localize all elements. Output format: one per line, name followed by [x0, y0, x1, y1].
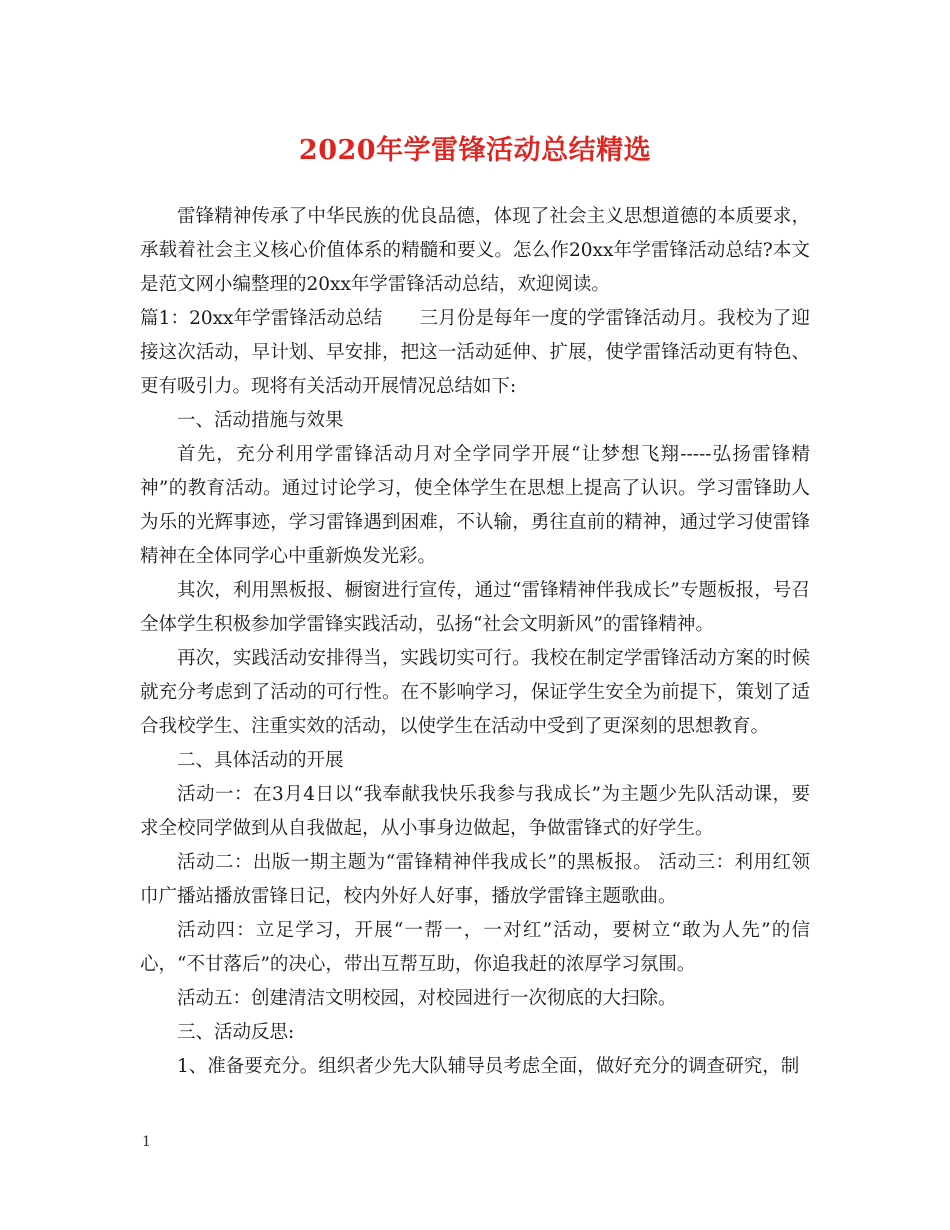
- section-heading-measures: 一、活动措施与效果: [177, 410, 344, 431]
- paragraph-second: 其次，利用黑板报、橱窗进行宣传，通过“雷锋精神伴我成长”专题板报，号召全体学生积极参加学雷锋实践活动，弘扬“社会文明新风”的雷锋精神。: [140, 580, 810, 635]
- section-heading-reflection: 三、活动反思:: [177, 1022, 295, 1043]
- document-body: [140, 200, 810, 1084]
- paragraph-reflection-1: 1、准备要充分。组织者少先大队辅导员考虑全面，做好充分的调查研究，制: [177, 1056, 800, 1077]
- document-title: 2020年学雷锋活动总结精选: [298, 135, 652, 166]
- section-heading-activities: 二、具体活动的开展: [177, 750, 344, 771]
- paragraph-activity-4: 活动四：立足学习，开展“一帮一，一对红”活动，要树立“敢为人先”的信心，“不甘落后”的决心，带出互帮互助，你追我赶的浓厚学习氛围。: [140, 920, 810, 975]
- paragraph-activity-1: 活动一：在3月4日以“我奉献我快乐我参与我成长”为主题少先队活动课，要求全校同学做到从自我做起，从小事身边做起，争做雷锋式的好学生。: [140, 784, 810, 839]
- paragraph-activity-2-3: 活动二：出版一期主题为“雷锋精神伴我成长”的黑板报。 活动三：利用红领巾广播站播放雷锋日记，校内外好人好事，播放学雷锋主题歌曲。: [140, 852, 810, 907]
- paragraph-intro: 雷锋精神传承了中华民族的优良品德，体现了社会主义思想道德的本质要求，承载着社会主义核心价值体系的精髓和要义。怎么作20xx年学雷锋活动总结?本文是范文网小编整理的20xx年学雷锋活动总结，欢迎阅读。: [140, 206, 810, 295]
- page-number: 1: [142, 1134, 151, 1150]
- paragraph-third: 再次，实践活动安排得当，实践切实可行。我校在制定学雷锋活动方案的时候就充分考虑到了活动的可行性。在不影响学习，保证学生安全为前提下，策划了适合我校学生、注重实效的活动，以使学生在活动中受到了更深刻的思想教育。: [140, 648, 810, 737]
- paragraph-part-1: 篇1：20xx年学雷锋活动总结 三月份是每年一度的学雷锋活动月。我校为了迎接这次活动，早计划、早安排，把这一活动延伸、扩展，使学雷锋活动更有特色、更有吸引力。现将有关活动开展情况总结如下:: [140, 308, 810, 397]
- paragraph-first: 首先，充分利用学雷锋活动月对全学同学开展“让梦想飞翔-----弘扬雷锋精神”的教育活动。通过讨论学习，使全体学生在思想上提高了认识。学习雷锋助人为乐的光辉事迹，学习雷锋遇到困难，不认输，勇往直前的精神，通过学习使雷锋精神在全体同学心中重新焕发光彩。: [140, 444, 810, 567]
- paragraph-activity-5: 活动五：创建清洁文明校园，对校园进行一次彻底的大扫除。: [177, 988, 677, 1009]
